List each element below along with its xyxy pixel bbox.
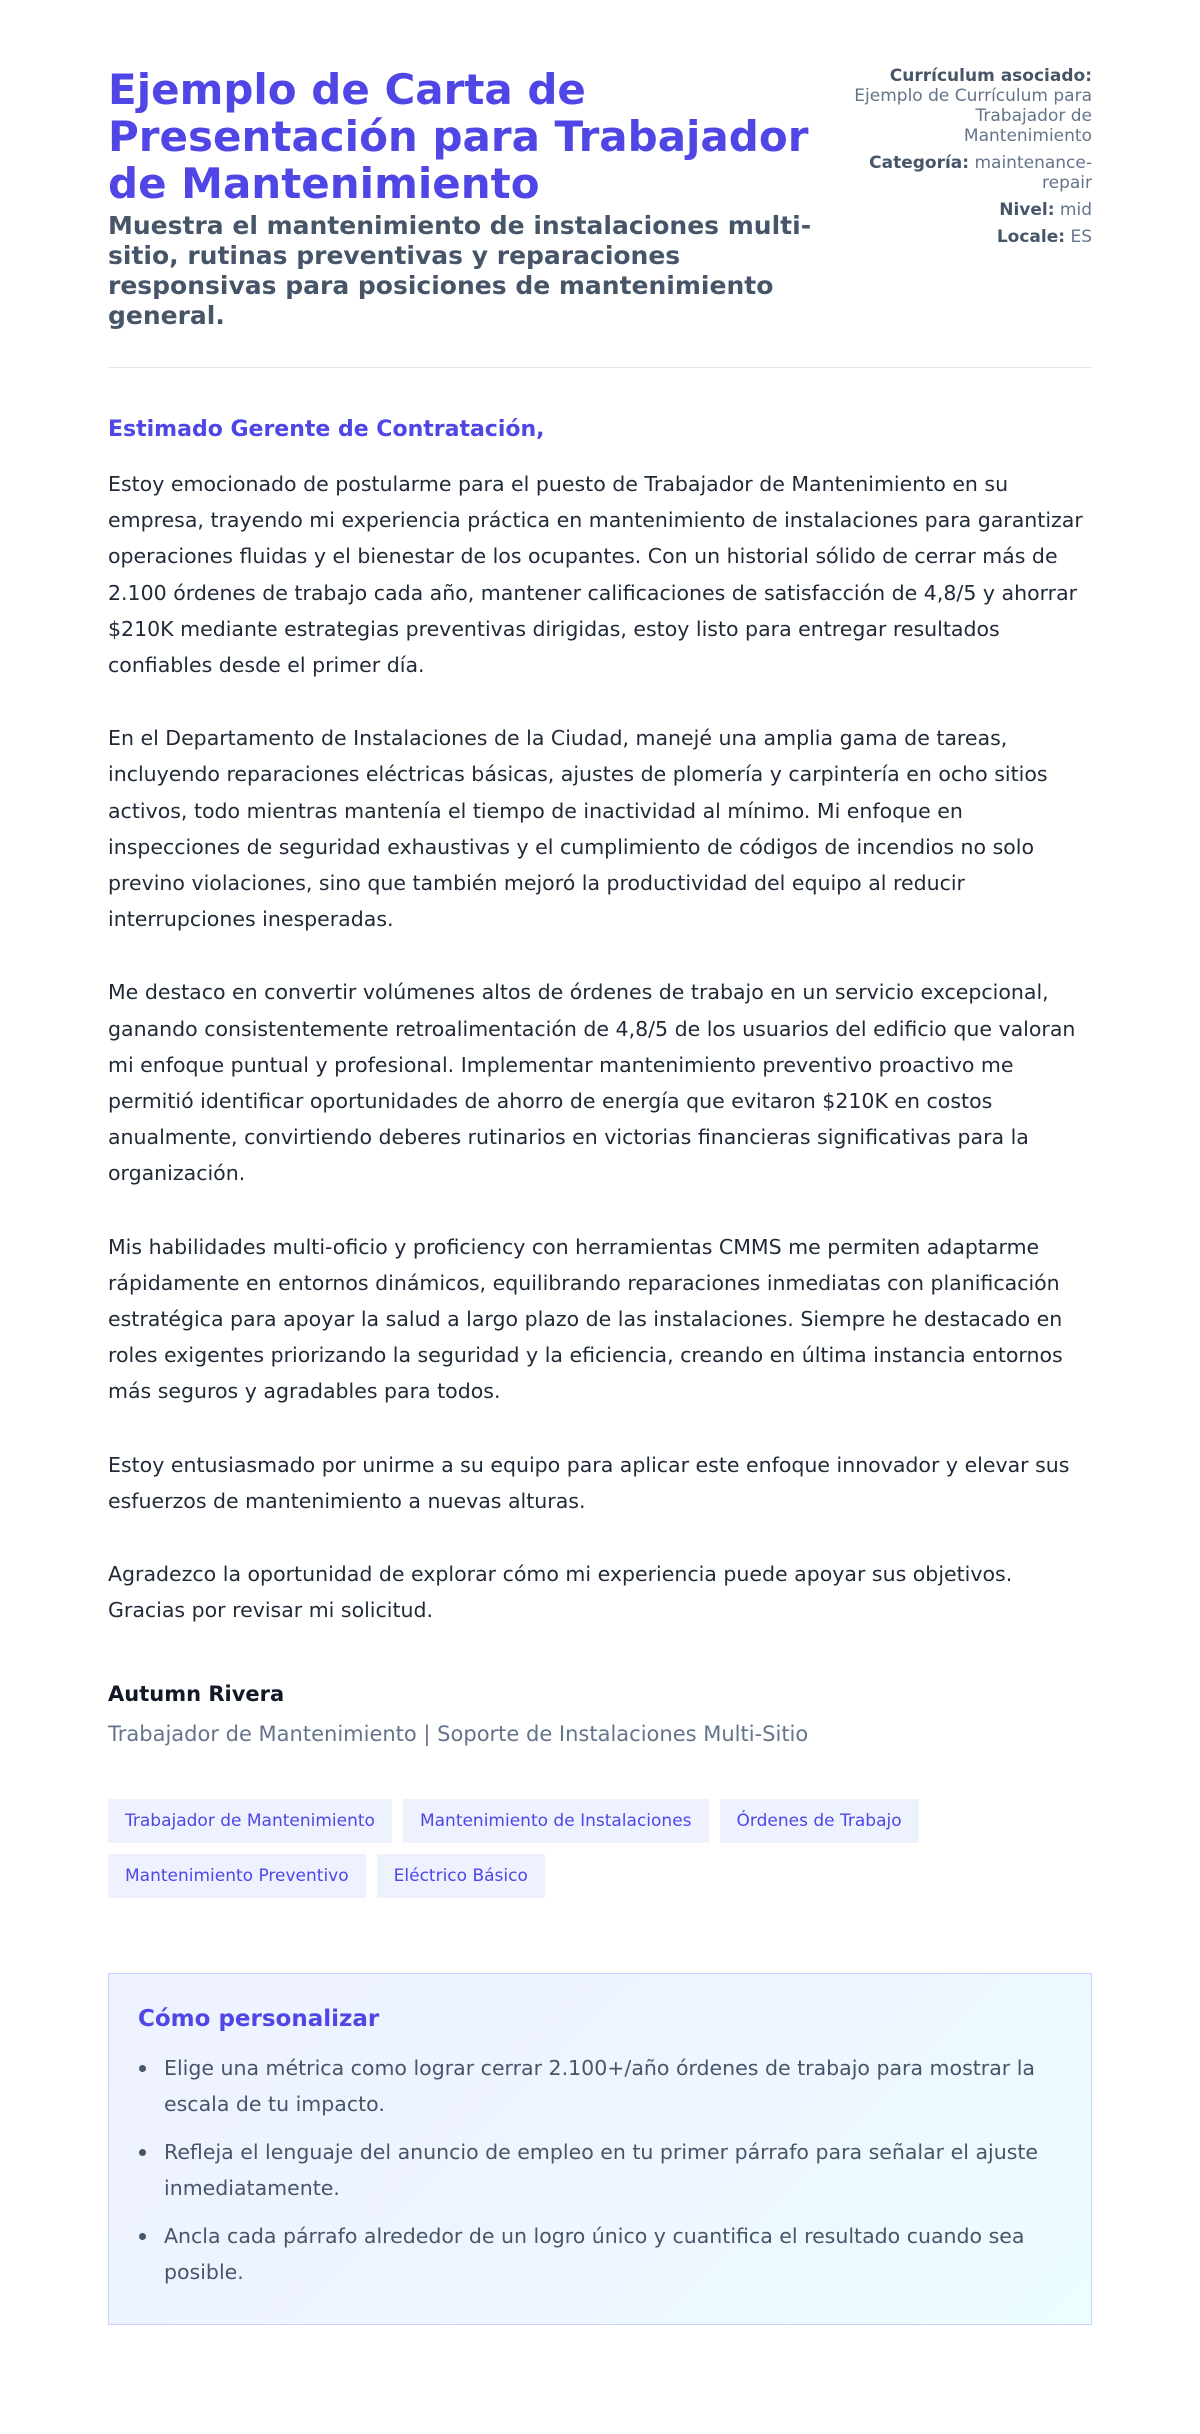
bullet-icon bbox=[139, 2233, 146, 2240]
letter-paragraph: En el Departamento de Instalaciones de la Ciudad, manejé una amplia gama de tareas, incluyendo reparaciones eléctricas básicas, ajustes de plomería y carpintería en ocho sitios activos, todo mientras mantenía el tiempo de inactividad al mínimo. Mi enfoque en inspecciones de seguridad exhaustivas y el cumplimiento de códigos de incendios no solo previno violaciones, sino que también mejoró la productividad del equipo al reducir interrupciones inesperadas. bbox=[108, 726, 1048, 932]
meta-panel bbox=[852, 66, 1092, 254]
customization-tips bbox=[108, 1973, 1092, 2325]
meta-category-label: Categoría: bbox=[869, 153, 970, 173]
meta-level-label: Nivel: bbox=[999, 200, 1055, 220]
letter-greeting: Estimado Gerente de Contratación, bbox=[108, 417, 545, 442]
tag[interactable]: Eléctrico Básico bbox=[377, 1854, 545, 1898]
tag[interactable]: Órdenes de Trabajo bbox=[720, 1799, 919, 1843]
tag[interactable]: Mantenimiento Preventivo bbox=[108, 1854, 366, 1898]
meta-locale-label: Locale: bbox=[996, 227, 1066, 247]
letter-paragraph: Agradezco la oportunidad de explorar cómo mi experiencia puede apoyar sus objetivos. Gracias por revisar mi solicitud. bbox=[108, 1562, 1013, 1623]
bullet-icon bbox=[139, 2065, 146, 2072]
tip-item bbox=[138, 2134, 1062, 2206]
meta-locale-value: ES bbox=[1070, 227, 1092, 247]
tag[interactable]: Trabajador de Mantenimiento bbox=[108, 1799, 392, 1843]
signature-name: Autumn Rivera bbox=[108, 1682, 285, 1707]
tips-list bbox=[138, 2050, 1062, 2290]
letter-paragraph: Estoy emocionado de postularme para el puesto de Trabajador de Mantenimiento en su empresa, trayendo mi experiencia práctica en mantenimiento de instalaciones para garantizar operaciones fluidas y el bienestar de los ocupantes. Con un historial sólido de cerrar más de 2.100 órdenes de trabajo cada año, mantener calificaciones de satisfacción de 4,8/5 y ahorrar $210K mediante estrategias preventivas dirigidas, estoy listo para entregar resultados confiables desde el primer día. bbox=[108, 472, 1083, 678]
meta-resume-label: Currículum asociado: bbox=[889, 66, 1092, 86]
meta-resume-link[interactable]: Ejemplo de Currículum para Trabajador de Mantenimiento bbox=[854, 86, 1092, 146]
letter-paragraph: Me destaco en convertir volúmenes altos de órdenes de trabajo en un servicio excepcional, ganando consistentemente retroalimentación de 4,8/5 de los usuarios del edificio que valoran mi enfoque puntual y profesional. Implementar mantenimiento preventivo proactivo me permitió identificar oportunidades de ahorro de energía que evitaron $210K en costos anualmente, convirtiendo deberes rutinarios en victorias financieras significativas para la organización. bbox=[108, 980, 1076, 1186]
letter-body bbox=[108, 368, 1092, 1748]
tag-list bbox=[108, 1799, 1008, 1898]
tag[interactable]: Mantenimiento de Instalaciones bbox=[403, 1799, 709, 1843]
signature-title: Trabajador de Mantenimiento | Soporte de Instalaciones Multi-Sitio bbox=[108, 1722, 809, 1747]
tip-text: Elige una métrica como lograr cerrar 2.100+/año órdenes de trabajo para mostrar la escala de tu impacto. bbox=[164, 2056, 1035, 2117]
page-title: Ejemplo de Carta de Presentación para Trabajador de Mantenimiento bbox=[108, 65, 809, 208]
header-text bbox=[108, 66, 838, 331]
tip-item bbox=[138, 2050, 1062, 2122]
bullet-icon bbox=[139, 2149, 146, 2156]
meta-level bbox=[852, 200, 1092, 220]
tip-item bbox=[138, 2218, 1062, 2290]
meta-locale bbox=[852, 227, 1092, 247]
meta-category-value: maintenance-repair bbox=[974, 153, 1092, 193]
tips-title: Cómo personalizar bbox=[138, 2006, 380, 2033]
meta-level-value: mid bbox=[1059, 200, 1092, 220]
tip-text: Refleja el lenguaje del anuncio de empleo en tu primer párrafo para señalar el ajuste inmediatamente. bbox=[164, 2140, 1039, 2201]
page-subtitle: Muestra el mantenimiento de instalaciones multi-sitio, rutinas preventivas y reparaciones responsivas para posiciones de mantenimiento general. bbox=[108, 211, 812, 330]
tip-text: Ancla cada párrafo alrededor de un logro único y cuantifica el resultado cuando sea posible. bbox=[164, 2224, 1025, 2285]
letter-paragraph: Estoy entusiasmado por unirme a su equipo para aplicar este enfoque innovador y elevar sus esfuerzos de mantenimiento a nuevas alturas. bbox=[108, 1452, 1070, 1513]
meta-category bbox=[852, 153, 1092, 193]
meta-resume bbox=[852, 66, 1092, 146]
letter-paragraph: Mis habilidades multi-oficio y proficiency con herramientas CMMS me permiten adaptarme rápidamente en entornos dinámicos, equilibrando reparaciones inmediatas con planificación estratégica para apoyar la salud a largo plazo de las instalaciones. Siempre he destacado en roles exigentes priorizando la seguridad y la eficiencia, creando en última instancia entornos más seguros y agradables para todos. bbox=[108, 1234, 1063, 1404]
page-header bbox=[108, 66, 1092, 368]
